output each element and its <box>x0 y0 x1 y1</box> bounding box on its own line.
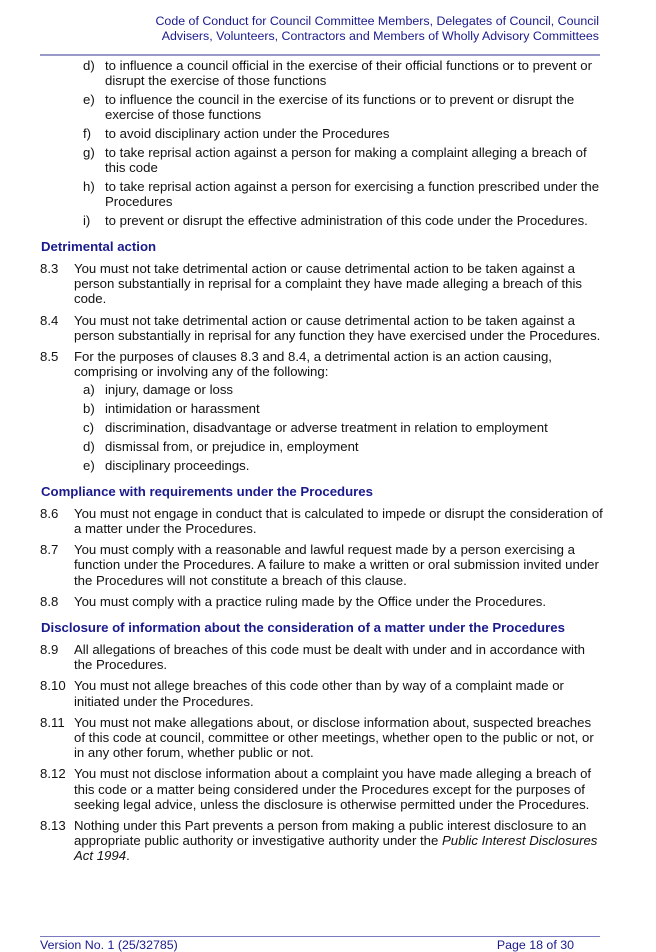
clause-8-7: 8.7 You must comply with a reasonable and lawful request made by a person exercising a function under the Procedures. A failure to make a written or oral submission invited under the Procedures will not constitute a breach of this clause. <box>40 542 599 588</box>
list-item: e) disciplinary proceedings. <box>83 457 250 473</box>
clause-8-10: 8.10 You must not allege breaches of this code other than by way of a complaint made or initiated under the Procedures. <box>40 678 564 709</box>
list-item: a) injury, damage or loss <box>83 382 234 398</box>
list-item: d) dismissal from, or prejudice in, employment <box>83 438 359 454</box>
clause-8-11: 8.11 You must not make allegations about, or disclose information about, suspected breaches of this code at council, committee or other meetings, whether open to the public or not, or in any other forum, whether public or not. <box>40 714 594 761</box>
act-title: Public Interest Disclosures Act 1994 <box>74 833 598 864</box>
list-item: f) to avoid disciplinary action under the Procedures <box>83 126 390 141</box>
list-item: d) to influence a council official in the exercise of their official functions or to prevent or disrupt the exercise of those functions <box>83 58 592 89</box>
clause-8-6: 8.6 You must not engage in conduct that is calculated to impede or disrupt the consideration of a matter under the Procedures. <box>40 505 603 537</box>
header-line-1: Code of Conduct for Council Committee Members, Delegates of Council, Council <box>155 14 599 28</box>
page-number: Page 18 of 30 <box>496 938 574 952</box>
clause-8-5: 8.5 For the purposes of clauses 8.3 and 8.4, a detrimental action is an action causing, comprising or involving any of the following: a) injury, damage or loss b) intimidation or harassment c) discrimination, disadvantage or adverse treatment in relation to employment d) dismissal from, or prejudice in, employment e) disciplinary proceedings. <box>40 349 605 473</box>
clause-8-12: 8.12 You must not disclose information about a complaint you have made alleging a breach of this code or a matter being considered under the Procedures except for the purposes of seeking legal advice, unless the disclosure is otherwise permitted under the Procedures. <box>40 766 592 812</box>
list-item: h) to take reprisal action against a person for exercising a function prescribed under the Procedures <box>83 178 600 209</box>
clause-8-4: 8.4 You must not take detrimental action or cause detrimental action to be taken against a person substantially in reprisal for any function they have exercised under the Procedures. <box>40 312 601 343</box>
list-item: c) discrimination, disadvantage or adverse treatment in relation to employment <box>83 420 548 436</box>
footer-rule <box>40 936 600 937</box>
section-heading-disclosure: Disclosure of information about the consideration of a matter under the Procedures <box>41 620 565 636</box>
clause-8-3: 8.3 You must not take detrimental action or cause detrimental action to be taken against a person substantially in reprisal for a complaint they have made alleging a breach of this code. <box>40 261 583 307</box>
list-item: g) to take reprisal action against a person for making a complaint alleging a breach of this code <box>83 144 587 175</box>
clause-8-8: 8.8 You must comply with a practice ruling made by the Office under the Procedures. <box>40 593 547 609</box>
list-item: e) to influence the council in the exercise of its functions or to prevent or disrupt the exercise of those functions <box>83 92 575 123</box>
section-heading-detrimental-action: Detrimental action <box>41 239 157 254</box>
header-line-2: Advisers, Volunteers, Contractors and Members of Wholly Advisory Committees <box>161 29 599 43</box>
running-header <box>155 14 599 44</box>
clause-8-9: 8.9 All allegations of breaches of this code must be dealt with under and in accordance with the Procedures. <box>40 642 585 673</box>
continued-list <box>40 58 605 228</box>
list-item: i) to prevent or disrupt the effective administration of this code under the Procedures. <box>83 212 588 228</box>
section-heading-compliance: Compliance with requirements under the Procedures <box>41 483 373 499</box>
detrimental-action-list <box>74 382 605 472</box>
version-number: Version No. 1 (25/32785) <box>40 938 178 952</box>
document-body <box>40 56 605 870</box>
list-item: b) intimidation or harassment <box>83 401 260 417</box>
clause-8-13: 8.13 Nothing under this Part prevents a person from making a public interest disclosure to an appropriate public authority or investigative authority under the Public Interest Disclosures Act 1994. <box>40 818 598 864</box>
